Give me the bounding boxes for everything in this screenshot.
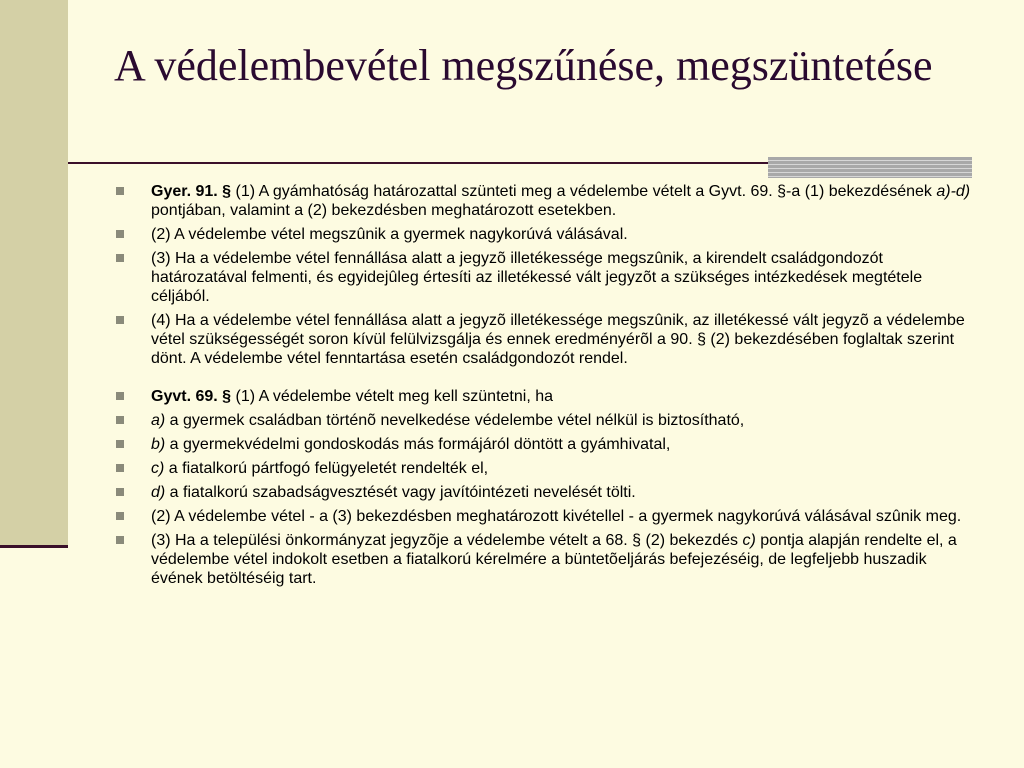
title-divider xyxy=(68,162,768,164)
square-bullet-icon xyxy=(116,230,124,238)
decorative-gray-bar xyxy=(768,157,972,178)
slide-title: A védelembevétel megszűnése, megszüntetése xyxy=(114,41,933,90)
list-item xyxy=(116,249,976,306)
item-italic: c) xyxy=(742,532,756,549)
sidebar-stripe xyxy=(0,0,68,548)
item-italic: a)-d) xyxy=(936,183,971,200)
item-text: (4) Ha a védelembe vétel fennállása alatt a jegyzõ illetékessége megszûnik, az illetékessé vált jegyzõ a védelembe vétel szükségességét soron kívül felülvizsgálja és ennek eredményérõl a 90. § (2) bekezdésében foglaltak szerint dönt. A védelembe vétel fenntartása esetén családgondozót rendel. xyxy=(151,312,965,367)
square-bullet-icon xyxy=(116,416,124,424)
square-bullet-icon xyxy=(116,464,124,472)
list-item xyxy=(116,483,976,502)
bullet-list xyxy=(116,182,976,593)
item-italic: a) xyxy=(151,412,166,429)
item-text: pontjában, valamint a (2) bekezdésben meghatározott esetekben. xyxy=(151,202,617,219)
square-bullet-icon xyxy=(116,488,124,496)
item-text: a fiatalkorú szabadságvesztését vagy javítóintézeti nevelését tölti. xyxy=(165,484,636,501)
item-text: a gyermekvédelmi gondoskodás más formájáról döntött a gyámhivatal, xyxy=(165,436,671,453)
square-bullet-icon xyxy=(116,316,124,324)
square-bullet-icon xyxy=(116,254,124,262)
item-text: (2) A védelembe vétel - a (3) bekezdésben meghatározott kivétellel - a gyermek nagykorúvá válásával szûnik meg. xyxy=(151,508,962,525)
list-item xyxy=(116,387,976,406)
square-bullet-icon xyxy=(116,392,124,400)
item-text: pontja alapján rendelte el, a védelembe vétel indokolt esetben a fiatalkorú kérelmére a büntetõeljárás befejezéséig, de legfeljebb huszadik évének betöltéséig tart. xyxy=(151,532,957,587)
square-bullet-icon xyxy=(116,512,124,520)
sidebar-rule xyxy=(0,545,68,548)
item-text: a gyermek családban történõ nevelkedése védelembe vétel nélkül is biztosítható, xyxy=(165,412,745,429)
square-bullet-icon xyxy=(116,440,124,448)
item-italic: c) xyxy=(151,460,165,477)
item-text: a fiatalkorú pártfogó felügyeletét rendelték el, xyxy=(164,460,489,477)
list-item xyxy=(116,507,976,526)
list-item xyxy=(116,182,976,220)
square-bullet-icon xyxy=(116,536,124,544)
list-item xyxy=(116,311,976,368)
item-text: (1) A gyámhatóság határozattal szünteti meg a védelembe vételt a Gyvt. 69. §-a (1) bekezdésének xyxy=(231,183,937,200)
item-text: (3) Ha a védelembe vétel fennállása alatt a jegyzõ illetékessége megszûnik, a kirendelt családgondozót határozatával felmenti, és egyidejûleg értesíti az illetékessé vált jegyzõt a szükséges intézkedések megtétele céljából. xyxy=(151,250,923,305)
list-item xyxy=(116,459,976,478)
list-item xyxy=(116,531,976,588)
square-bullet-icon xyxy=(116,187,124,195)
item-italic: d) xyxy=(151,484,166,501)
item-text: (1) A védelembe vételt meg kell szüntetni, ha xyxy=(231,388,553,405)
law-reference: Gyvt. 69. § xyxy=(151,388,232,405)
list-item xyxy=(116,435,976,454)
item-italic: b) xyxy=(151,436,166,453)
item-text: (3) Ha a települési önkormányzat jegyzõje a védelembe vételt a 68. § (2) bekezdés xyxy=(151,532,743,549)
item-text: (2) A védelembe vétel megszûnik a gyermek nagykorúvá válásával. xyxy=(151,226,628,243)
law-reference: Gyer. 91. § xyxy=(151,183,232,200)
list-item xyxy=(116,411,976,430)
list-item xyxy=(116,225,976,244)
